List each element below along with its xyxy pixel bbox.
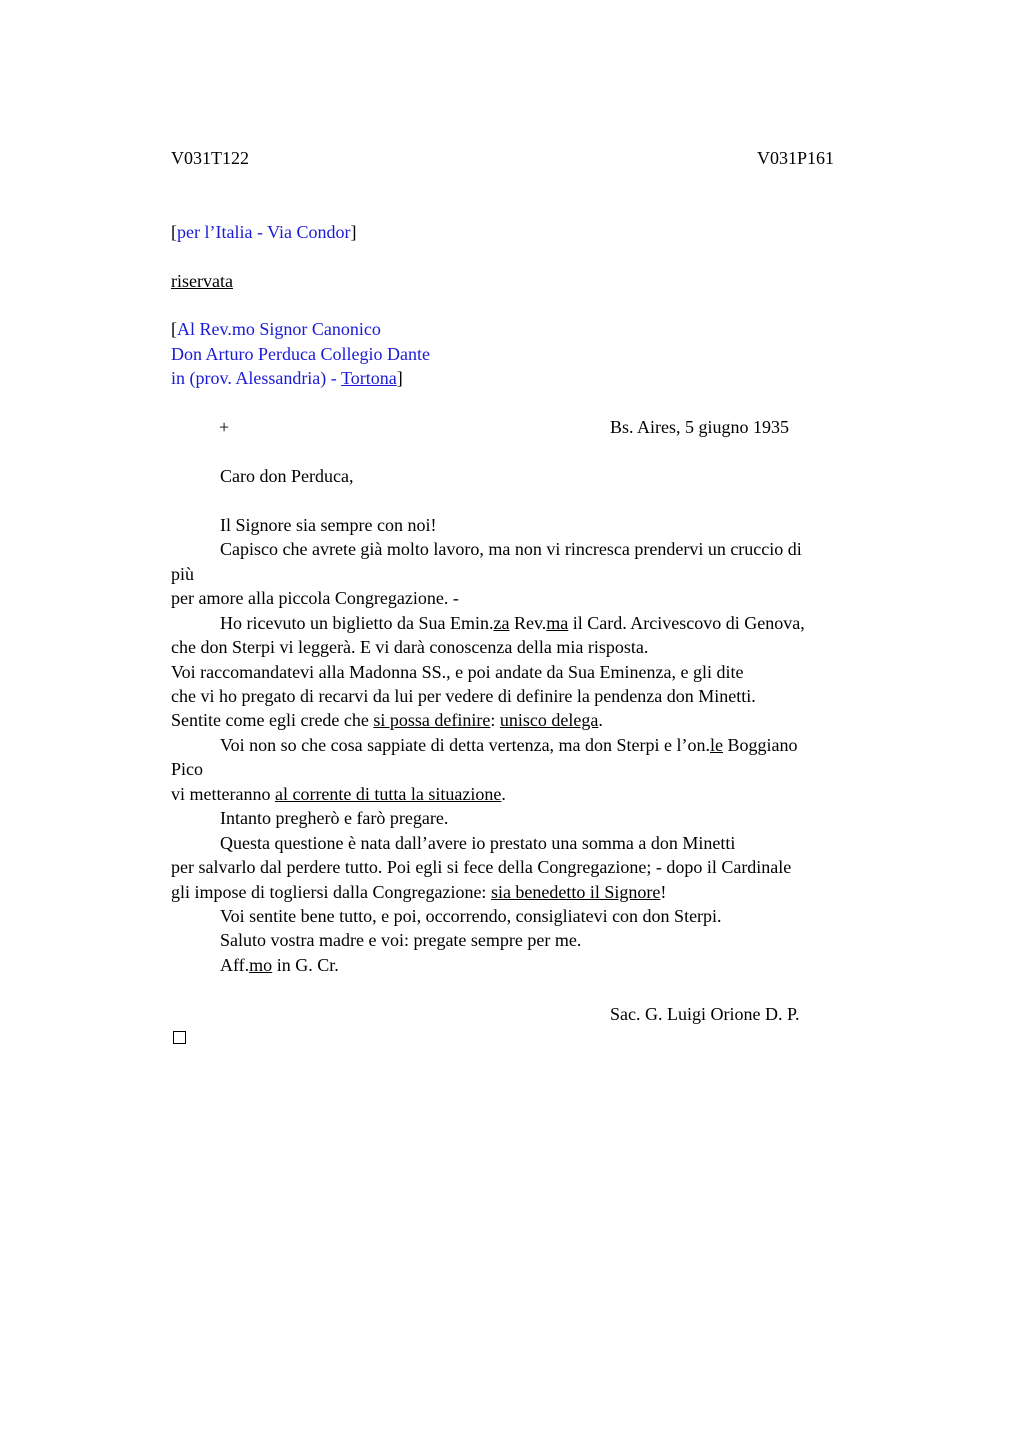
- body-line: Il Signore sia sempre con noi!: [220, 515, 437, 535]
- document-code-left: V031T122: [171, 148, 249, 168]
- address-line-1: [Al Rev.mo Signor Canonico: [171, 319, 381, 339]
- document-code-right: V031P161: [757, 148, 835, 168]
- end-square-icon: [173, 1031, 186, 1044]
- body-line: che vi ho pregato di recarvi da lui per vedere di definire la pendenza don Minetti.: [171, 686, 756, 706]
- body-line: Questa questione è nata dall’avere io prestato una somma a don Minetti: [220, 833, 736, 853]
- body-line: gli impose di togliersi dalla Congregazione: sia benedetto il Signore!: [171, 882, 667, 902]
- body-line: Voi raccomandatevi alla Madonna SS., e poi andate da Sua Eminenza, e gli dite: [171, 662, 744, 682]
- body-line: più: [171, 564, 195, 584]
- body-line: Voi sentite bene tutto, e poi, occorrendo, consigliatevi con don Sterpi.: [220, 906, 722, 926]
- body-line: Pico: [171, 759, 204, 779]
- routing-note: [per l’Italia - Via Condor]: [171, 222, 357, 242]
- address-line-2: Don Arturo Perduca Collegio Dante: [171, 344, 430, 364]
- body-line: che don Sterpi vi leggerà. E vi darà conoscenza della mia risposta.: [171, 637, 649, 657]
- confidential-label: riservata: [171, 271, 233, 291]
- address-line-3: in (prov. Alessandria) - Tortona]: [171, 368, 403, 388]
- signature: Sac. G. Luigi Orione D. P.: [610, 1004, 800, 1024]
- body-line: Sentite come egli crede che si possa definire: unisco delega.: [171, 710, 603, 730]
- body-line: per amore alla piccola Congregazione. -: [171, 588, 459, 608]
- body-line: vi metteranno al corrente di tutta la situazione.: [171, 784, 506, 804]
- body-line: Aff.mo in G. Cr.: [220, 955, 339, 975]
- body-line: Ho ricevuto un biglietto da Sua Emin.za Rev.ma il Card. Arcivescovo di Genova,: [220, 613, 805, 633]
- cross-symbol: +: [219, 417, 230, 437]
- body-line: Capisco che avrete già molto lavoro, ma non vi rincresca prendervi un cruccio di: [220, 539, 802, 559]
- place-date: Bs. Aires, 5 giugno 1935: [610, 417, 790, 437]
- body-line: Voi non so che cosa sappiate di detta vertenza, ma don Sterpi e l’on.le Boggiano: [220, 735, 798, 755]
- body-line: Saluto vostra madre e voi: pregate sempre per me.: [220, 930, 582, 950]
- body-line: Intanto pregherò e farò pregare.: [220, 808, 449, 828]
- body-line: per salvarlo dal perdere tutto. Poi egli si fece della Congregazione; - dopo il Cardinale: [171, 857, 792, 877]
- salutation: Caro don Perduca,: [220, 466, 354, 486]
